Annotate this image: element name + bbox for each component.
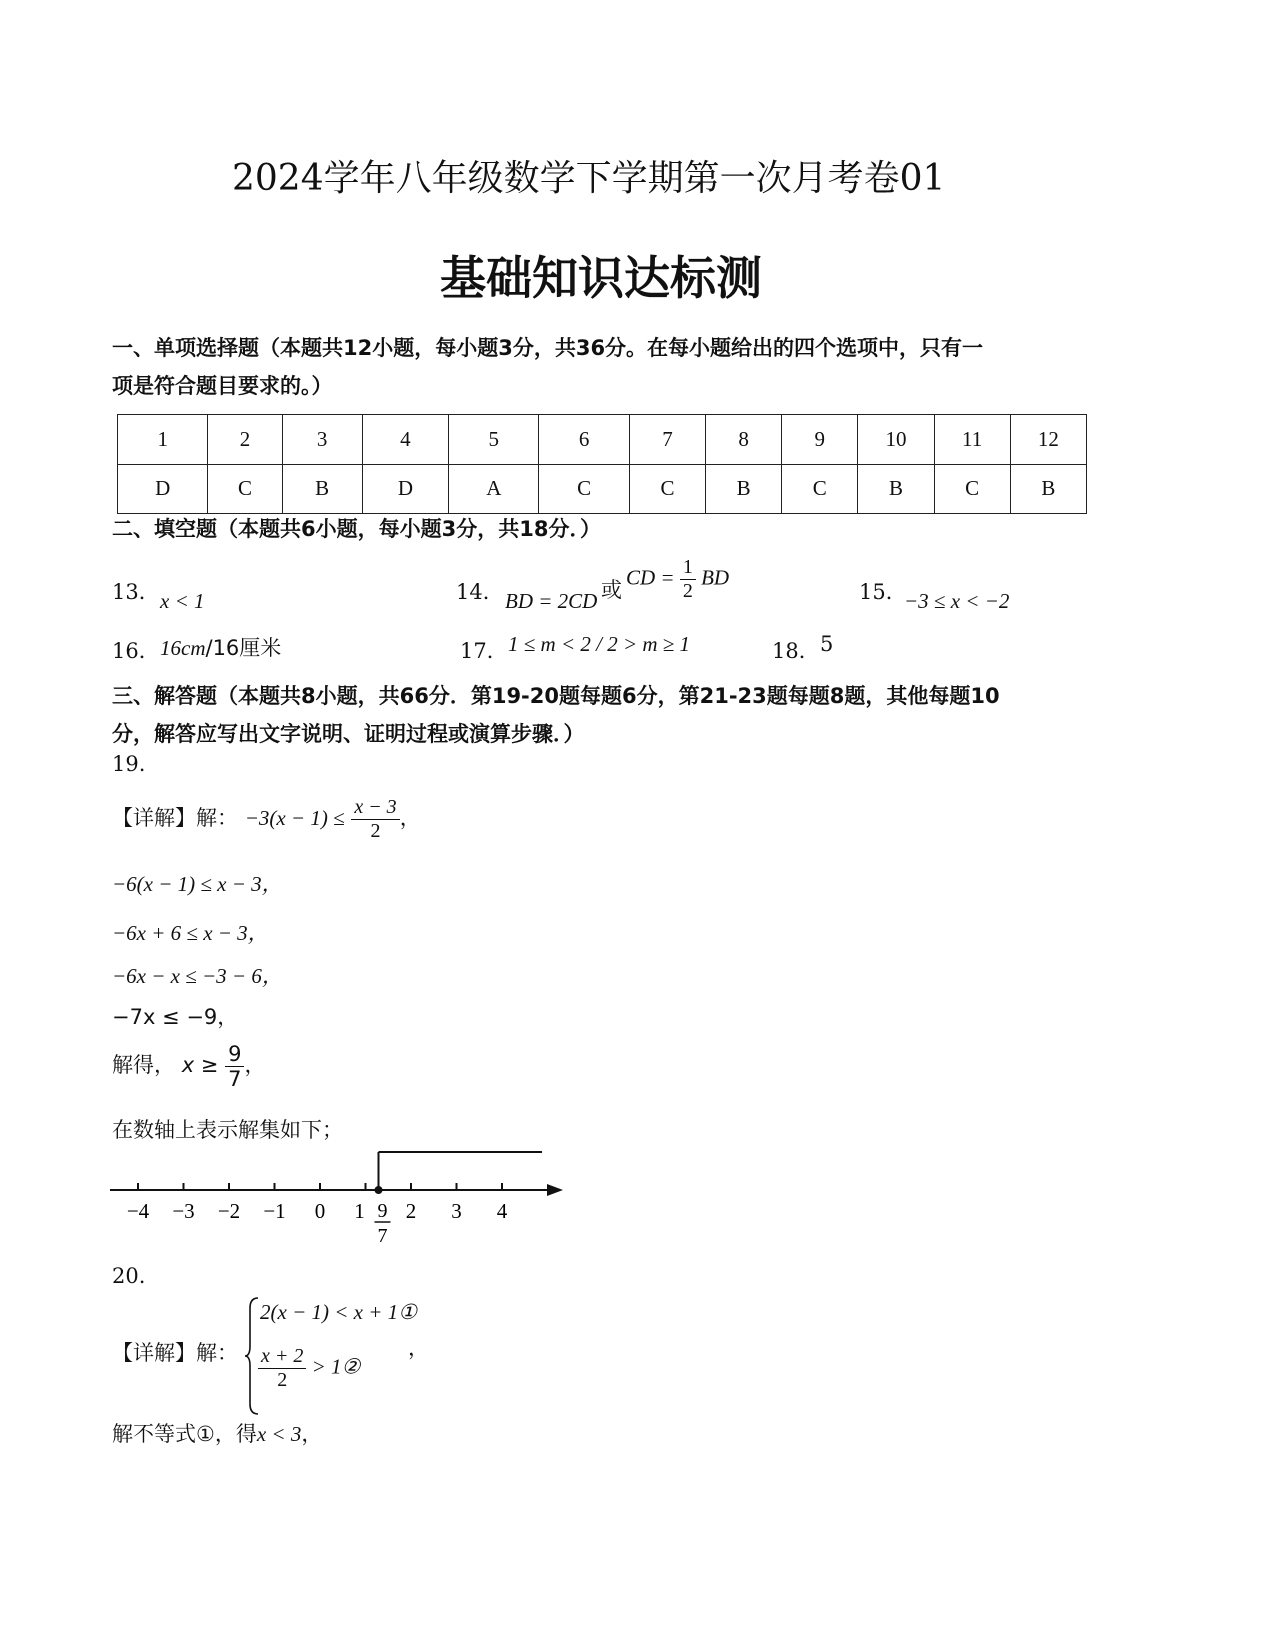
q20-solve1-suffix: ， (301, 1422, 323, 1446)
q16-answer (160, 632, 281, 662)
answer-table-answer-cell: B (858, 464, 934, 514)
q20-solve1-math: x < 3 (256, 1422, 302, 1446)
answer-table-answer-cell: C (934, 464, 1010, 514)
q19-step1: −6(x − 1) ≤ x − 3， (112, 872, 283, 896)
number-line-tick-label: 0 (314, 1199, 326, 1223)
answer-table-answer-cell: A (449, 464, 539, 514)
q20-ineq2-denominator: 2 (277, 1369, 288, 1391)
marker-numerator: 9 (377, 1200, 388, 1222)
solution-point (375, 1186, 383, 1194)
answer-table-answer-cell: C (539, 464, 629, 514)
q19-result (112, 1042, 265, 1091)
section3-heading-line1: 三、解答题（本题共8小题，共66分．第19-20题每题6分，第21-23题每题8题，其他每题10 (112, 684, 1000, 708)
answer-table-answer-cell: C (629, 464, 705, 514)
q14-answer-b (626, 556, 729, 603)
answer-table-number-cell: 1 (118, 415, 208, 465)
q14-number: 14． (456, 580, 504, 604)
q15-number: 15． (859, 580, 907, 604)
q19-step0-lhs: −3(x − 1) ≤ (244, 806, 345, 830)
q14-b-fraction (680, 556, 696, 603)
q20-ineq2-fraction (258, 1345, 306, 1392)
q19-step3: −6x − x ≤ −3 − 6， (112, 964, 283, 988)
q16-number: 16． (112, 639, 160, 663)
exam-title: 2024学年八年级数学下学期第一次月考卷01 (232, 158, 946, 199)
answer-table-number-cell: 10 (858, 415, 934, 465)
q20-ineq2-rhs: > 1② (311, 1354, 361, 1379)
q19-step4: −7x ≤ −9， (112, 1005, 239, 1029)
q20-inequality-2 (258, 1345, 360, 1392)
section1-heading-line2: 项是符合题目要求的。） (112, 374, 333, 398)
answer-table-number-cell: 6 (539, 415, 629, 465)
number-line-tick-label: 4 (496, 1199, 508, 1223)
q20-number: 20. (112, 1264, 146, 1288)
numberline-caption: 在数轴上表示解集如下； (112, 1118, 343, 1142)
q14-b-denominator: 2 (682, 580, 693, 602)
q19-result-lhs: x ≥ (181, 1053, 219, 1078)
q19-result-numerator: 9 (225, 1042, 244, 1067)
answer-table-answer-row (118, 464, 1087, 514)
number-line-tick-label: 2 (405, 1199, 417, 1223)
q13-number: 13． (112, 580, 160, 604)
number-line-tick-label: 1 (354, 1199, 365, 1223)
q20-system-comma: ， (408, 1336, 429, 1360)
q20-solve1 (112, 1418, 322, 1448)
q14-b-numerator: 1 (680, 556, 696, 580)
q19-result-suffix: ， (244, 1053, 266, 1078)
answer-table-answer-cell: D (118, 464, 208, 514)
q14-answer-a: BD = 2CD (505, 589, 598, 613)
answer-table-number-cell: 8 (706, 415, 782, 465)
q19-step0-comma: ， (399, 806, 421, 830)
section1-heading-line1: 一、单项选择题（本题共12小题，每小题3分，共36分。在每小题给出的四个选项中，只有一 (112, 336, 984, 360)
q19-number: 19. (112, 752, 146, 776)
section3-heading-line2: 分，解答应写出文字说明、证明过程或演算步骤．） (112, 722, 585, 746)
answer-table-number-cell: 12 (1010, 415, 1086, 465)
answer-table-answer-cell: D (362, 464, 448, 514)
answer-table-number-cell: 7 (629, 415, 705, 465)
number-line-tick-label: −3 (172, 1199, 195, 1223)
answer-table-number-cell: 4 (362, 415, 448, 465)
q17-answer: 1 ≤ m < 2 / 2 > m ≥ 1 (508, 632, 691, 656)
q19-step0-numerator: x − 3 (351, 796, 399, 820)
exam-subtitle: 基础知识达标测 (440, 251, 762, 305)
q20-inequality-1: 2(x − 1) < x + 1① (260, 1300, 417, 1324)
q20-intro: 【详解】解： (112, 1341, 238, 1365)
number-line-tick-label: 3 (451, 1199, 462, 1223)
q18-answer: 5 (820, 632, 834, 656)
answer-table (117, 414, 1087, 514)
q19-step0 (112, 796, 421, 843)
q14-b-rhs: BD (701, 565, 730, 590)
answer-table-answer-cell: C (782, 464, 858, 514)
q16-answer-text: /16厘米 (205, 636, 282, 660)
q19-result-prefix: 解得， (112, 1053, 175, 1078)
q19-step0-denominator: 2 (370, 820, 381, 842)
answer-table-number-cell: 2 (208, 415, 282, 465)
number-line-tick-label: −1 (263, 1199, 286, 1223)
answer-table-number-row (118, 415, 1087, 465)
number-line (100, 1140, 580, 1260)
q19-result-fraction (225, 1042, 244, 1091)
q17-number: 17． (460, 639, 508, 663)
q14-or: 或 (601, 578, 622, 602)
q14-b-lhs: CD = (626, 565, 675, 590)
q19-result-denominator: 7 (228, 1067, 242, 1092)
answer-table-number-cell: 9 (782, 415, 858, 465)
q15-answer: −3 ≤ x < −2 (904, 589, 1010, 613)
answer-table-answer-cell: B (282, 464, 362, 514)
q13-answer: x < 1 (160, 589, 205, 613)
q19-intro: 【详解】解： (112, 806, 238, 830)
number-line-tick-label: −4 (126, 1199, 150, 1223)
number-line-tick-label: −2 (217, 1199, 241, 1223)
q16-answer-math: 16cm (160, 636, 206, 660)
answer-table-answer-cell: B (1010, 464, 1086, 514)
q20-solve1-prefix: 解不等式①，得 (112, 1422, 257, 1446)
answer-table-number-cell: 5 (449, 415, 539, 465)
answer-table-answer-cell: B (706, 464, 782, 514)
q18-number: 18． (772, 639, 820, 663)
section2-heading: 二、填空题（本题共6小题，每小题3分，共18分．） (112, 517, 601, 541)
q19-step2: −6x + 6 ≤ x − 3， (112, 921, 269, 945)
q19-step0-fraction (351, 796, 399, 843)
marker-denominator: 7 (377, 1225, 388, 1247)
q20-ineq2-numerator: x + 2 (258, 1345, 306, 1369)
number-line-arrow (547, 1184, 563, 1196)
answer-table-number-cell: 3 (282, 415, 362, 465)
answer-table-number-cell: 11 (934, 415, 1010, 465)
answer-table-answer-cell: C (208, 464, 282, 514)
